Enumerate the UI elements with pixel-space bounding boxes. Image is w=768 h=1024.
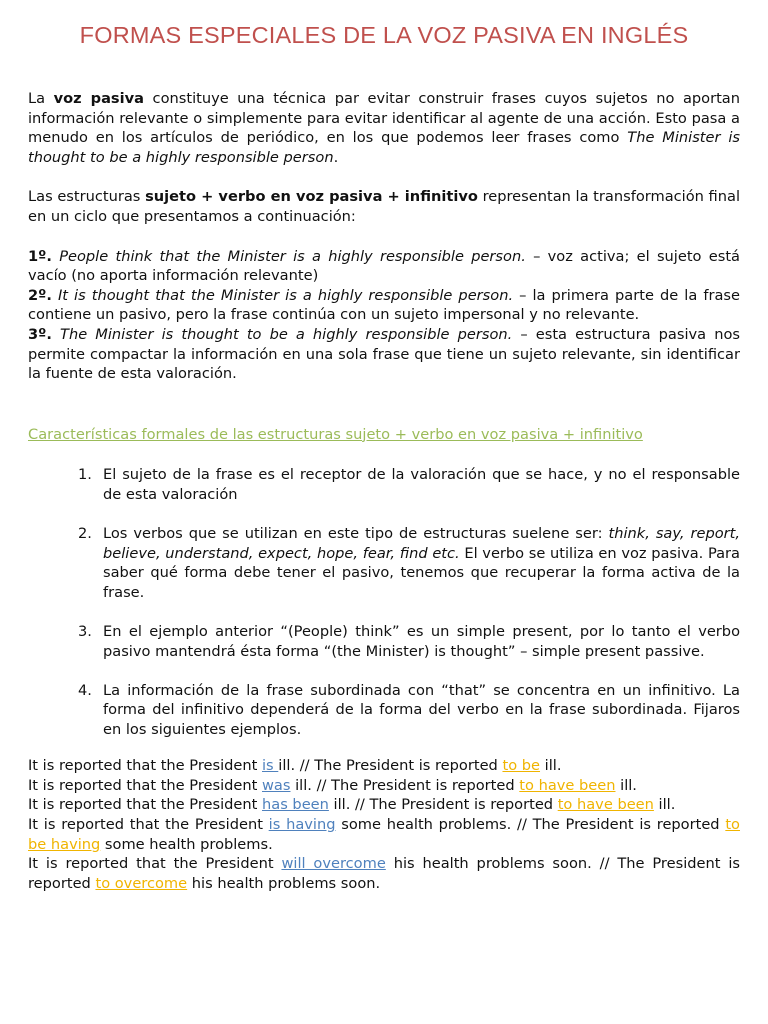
example-line: [28, 795, 740, 815]
step-number: 1º.: [28, 247, 52, 265]
intro-paragraph: [28, 89, 740, 167]
example-text: ill.: [540, 757, 562, 775]
list-number: 4.: [78, 681, 92, 699]
list-number: 1.: [78, 466, 92, 484]
list-text: El verbo se utiliza en voz pasiva. Para saber qué forma debe tener el pasivo, tenemos que recuperar la forma activa de la frase.: [103, 544, 740, 601]
example-text: It is reported that the President: [28, 757, 262, 775]
infinitive-link[interactable]: to be having: [28, 816, 740, 853]
example-line: [28, 776, 740, 796]
intro-text: constituye una técnica par evitar construir frases cuyos sujetos no aportan información relevante o simplemente para evitar identificar al agente de una acción. Esto pasa a menudo en los artículos de periódico, en los que podemos leer frases como: [28, 90, 740, 147]
verb-form-link[interactable]: has been: [262, 796, 329, 814]
step-example: People think that the Minister is a highly responsible person.: [59, 247, 526, 265]
example-line: [28, 815, 740, 854]
list-number: 2.: [78, 525, 92, 543]
structures-paragraph: [28, 187, 740, 226]
step-comment: – la primera parte de la frase contiene un pasivo, pero la frase continúa con un sujeto impersonal y no relevante.: [28, 286, 740, 324]
step-example: It is thought that the Minister is a highly responsible person.: [57, 286, 514, 304]
verb-list: think, say, report, believe, understand, expect, hope, fear, find etc.: [103, 525, 740, 562]
example-text: ill.: [653, 796, 676, 814]
step-number: 3º.: [28, 325, 52, 343]
verb-form-link[interactable]: was: [262, 776, 291, 794]
page-title: FORMAS ESPECIALES DE LA VOZ PASIVA EN INGLÉS: [79, 22, 689, 48]
intro-bold-term: voz pasiva: [53, 90, 144, 107]
infinitive-link[interactable]: to have been: [519, 776, 616, 794]
steps-paragraph: [28, 247, 740, 384]
list-number: 3.: [78, 623, 92, 641]
list-text: La información de la frase subordinada con “that” se concentra en un infinitivo. La forma del infinitivo dependerá de la forma del verbo en la frase subordinada. Fijaros en los siguientes ejemplos.: [103, 681, 740, 739]
list-item: [78, 622, 740, 661]
example-text: It is reported that the President: [28, 855, 282, 873]
intro-text: .: [333, 148, 339, 166]
structures-text: representan la transformación final en un ciclo que presentamos a continuación:: [28, 188, 740, 225]
list-item: [78, 681, 740, 740]
intro-example: The Minister is thought to be a highly responsible person: [28, 129, 740, 166]
structures-bold-term: sujeto + verbo en voz pasiva + infinitivo: [145, 188, 478, 206]
verb-form-link[interactable]: is: [262, 757, 279, 775]
list-text: En el ejemplo anterior “(People) think” es un simple present, por lo tanto el verbo pasivo mantendrá ésta forma “(the Minister) is thought” – simple present passive.: [103, 623, 740, 660]
example-text: It is reported that the President: [28, 776, 262, 794]
step-example: The Minister is thought to be a highly responsible person.: [60, 325, 513, 343]
example-text: his health problems soon.: [187, 874, 381, 892]
example-text: ill.: [615, 776, 637, 794]
example-text: It is reported that the President: [28, 816, 269, 833]
structures-text: Las estructuras: [28, 188, 146, 206]
list-text: El sujeto de la frase es el receptor de la valoración que se hace, y no el responsable de esta valoración: [103, 466, 740, 503]
example-text: It is reported that the President: [28, 796, 262, 814]
example-text: ill. // The President is reported: [328, 796, 558, 814]
step-comment: – voz activa; el sujeto está vacío (no aporta información relevante): [28, 247, 740, 285]
example-line: [28, 854, 740, 893]
example-text: some health problems. // The President is reported: [335, 816, 726, 833]
example-line: [28, 756, 740, 776]
examples-block: [28, 756, 740, 893]
example-text: some health problems.: [100, 835, 273, 853]
example-text: his health problems soon. // The President is reported: [28, 855, 741, 892]
list-item: [78, 465, 740, 504]
example-text: ill. // The President is reported: [290, 776, 520, 794]
infinitive-link[interactable]: to have been: [557, 796, 654, 814]
infinitive-link[interactable]: to be: [502, 757, 541, 775]
step-number: 2º.: [28, 286, 52, 304]
example-text: ill. // The President is reported: [278, 757, 503, 775]
intro-text: La: [28, 90, 54, 107]
verb-form-link[interactable]: is having: [268, 816, 336, 833]
rules-list: [28, 465, 740, 739]
infinitive-link[interactable]: to overcome: [95, 874, 188, 892]
verb-form-link[interactable]: will overcome: [281, 855, 386, 873]
list-item: [78, 524, 740, 602]
list-text: Los verbos que se utilizan en este tipo de estructuras suelene ser:: [103, 525, 609, 543]
step-comment: – esta estructura pasiva nos permite compactar la información en una sola frase que tiene un sujeto relevante, sin identificar la fuente de esta valoración.: [28, 325, 740, 383]
section-heading-link[interactable]: Características formales de las estructuras sujeto + verbo en voz pasiva + infinitivo: [28, 425, 643, 443]
